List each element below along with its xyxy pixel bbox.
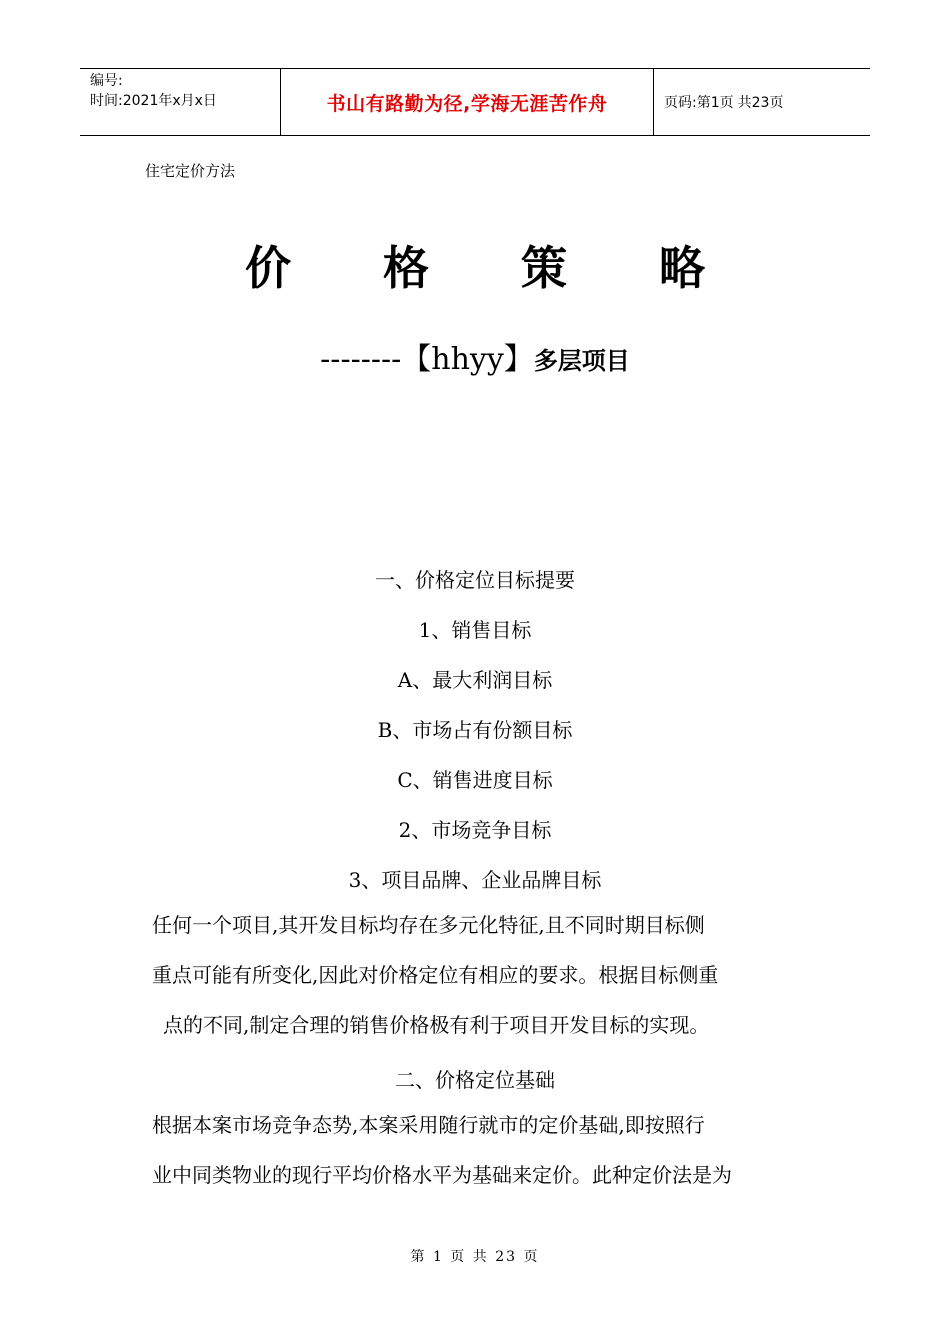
page-subtitle <box>0 334 950 378</box>
paragraph-line: 重点可能有所变化,因此对价格定位有相应的要求。根据目标侧重 <box>152 963 719 987</box>
subtitle-project: 多层项目 <box>533 347 630 375</box>
page-title: 价 格 策 略 <box>244 241 744 295</box>
page-footer: 第 1 页 共 23 页 <box>410 1249 540 1265</box>
paragraph-line: 根据本案市场竞争态势,本案采用随行就市的定价基础,即按照行 <box>152 1113 705 1137</box>
item-market-share: B、市场占有份额目标 <box>377 718 573 742</box>
section-heading-1: 一、价格定位目标提要 <box>375 568 575 592</box>
section-heading-2: 二、价格定位基础 <box>395 1068 555 1092</box>
time-label: 时间:2021年x月x日 <box>90 93 217 109</box>
item-sales-target: 1、销售目标 <box>418 618 532 642</box>
item-competition-target: 2、市场竞争目标 <box>398 818 552 842</box>
subtitle-prefix: --------【hhyy】 <box>320 342 534 377</box>
item-brand-target: 3、项目品牌、企业品牌目标 <box>348 868 602 892</box>
paragraph-line: 业中同类物业的现行平均价格水平为基础来定价。此种定价法是为 <box>152 1163 732 1187</box>
number-label: 编号: <box>90 73 123 89</box>
item-max-profit: A、最大利润目标 <box>397 668 553 692</box>
header-table <box>80 68 870 136</box>
header-page-cell <box>654 69 870 135</box>
header-meta-cell <box>80 69 281 135</box>
total-pages-label: 共23页 <box>737 95 784 111</box>
paragraph-line: 点的不同,制定合理的销售价格极有利于项目开发目标的实现。 <box>163 1013 710 1037</box>
page-label: 页码:第1页 <box>664 95 734 111</box>
document-label: 住宅定价方法 <box>145 162 236 180</box>
header-motto: 书山有路勤为径,学海无涯苦作舟 <box>281 69 654 135</box>
paragraph-line: 任何一个项目,其开发目标均存在多元化特征,且不同时期目标侧 <box>152 913 705 937</box>
item-sales-progress: C、销售进度目标 <box>397 768 553 792</box>
